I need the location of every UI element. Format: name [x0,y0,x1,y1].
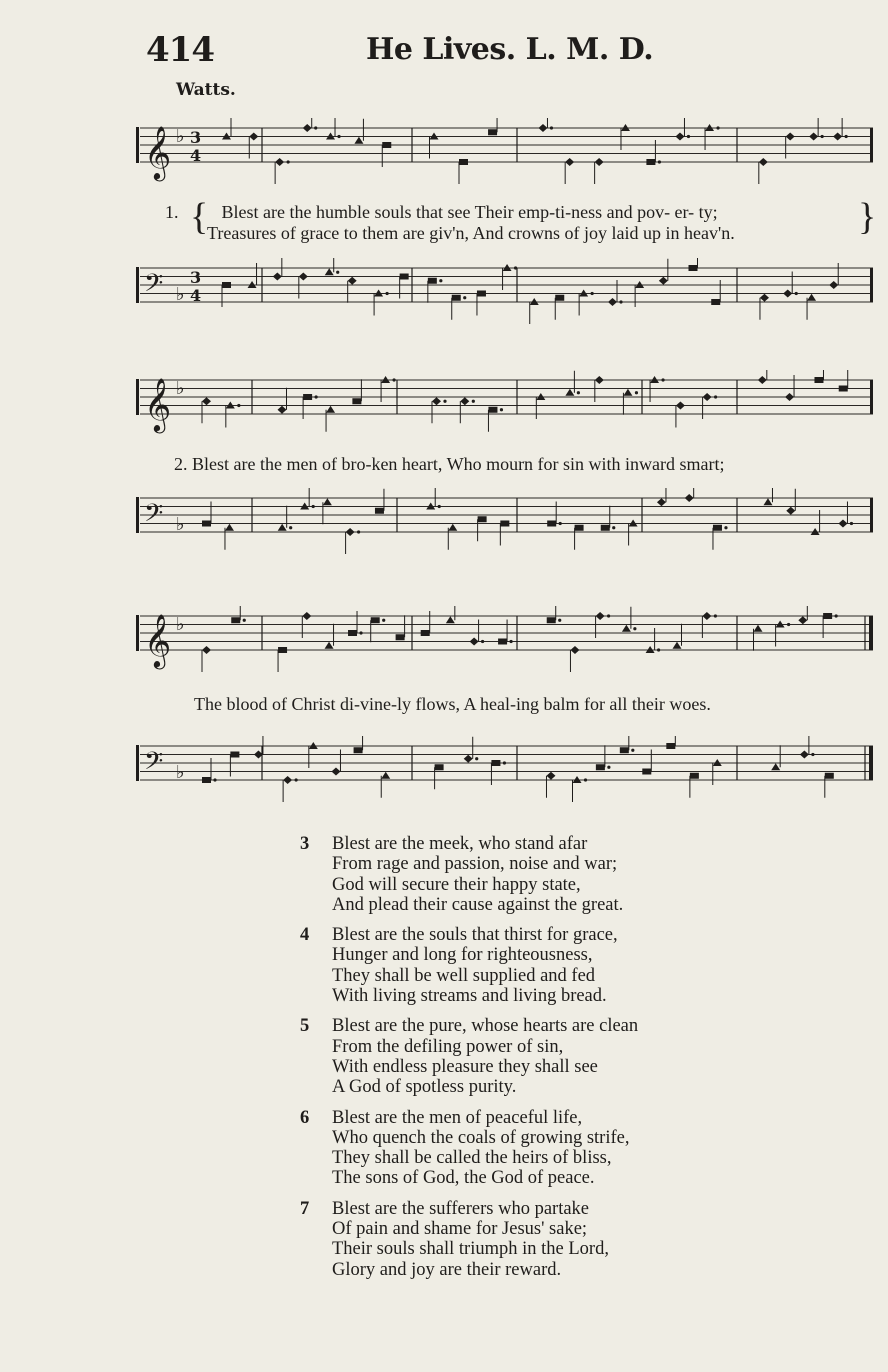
stanza-line: Blest are the meek, who stand afar [332,834,588,854]
flat-sign-icon: ♭ [176,284,185,305]
dot [687,135,690,138]
lyric-text: The blood of Christ di-vine-ly flows, A heal-ing balm for all their woes. [194,694,711,714]
music-system-3 [132,606,877,796]
lyric-line-verse-2b [194,694,711,715]
shape-note [400,274,409,280]
dot [443,400,446,403]
shape-note [622,625,631,632]
dot [714,395,717,398]
hymn-title: He Lives. L. M. D. [366,32,654,67]
shape-note [396,634,405,640]
stanza-line: They shall be called the heirs of bliss, [332,1148,612,1169]
dot [550,126,553,129]
shape-note [623,389,632,396]
shape-note [547,617,556,623]
shape-note [478,516,487,522]
shape-note [809,133,818,141]
shape-note [657,498,666,506]
stanza-number: 3 [300,834,310,854]
stanza-line: Of pain and shame for Jesus' sake; [332,1219,588,1240]
shape-note [833,133,842,141]
dot [635,391,638,394]
shape-note [800,751,809,759]
shape-note [829,281,838,289]
shape-note [278,524,287,531]
bass-clef-icon: 𝄢 [144,747,164,782]
shape-note [371,617,380,623]
shape-note [452,295,461,301]
shape-note [675,133,684,141]
shape-note [488,407,497,413]
stanza-line: And plead their cause against the great. [332,894,624,915]
verse-number: 2. [174,454,188,474]
flat-sign-icon: ♭ [176,126,185,147]
shape-note [283,776,292,784]
shape-note [275,158,284,166]
dot [213,778,216,781]
final-bar-thick [869,616,873,650]
dot [835,614,838,617]
shape-note [575,525,584,531]
shape-note [249,133,258,141]
flat-sign-icon: ♭ [176,762,185,783]
shape-note [352,398,361,404]
dot [661,378,664,381]
stanza-line: Hunger and long for righteousness, [332,945,593,966]
lyric-line-verse-2 [174,454,725,475]
shape-note [470,638,479,646]
dot [439,279,442,282]
shape-note [689,265,698,271]
shape-note [277,406,286,414]
shape-note [348,277,357,285]
shape-note [354,747,363,753]
shape-note [202,646,211,654]
shape-note [273,273,282,281]
shape-note [759,158,768,166]
dot [472,400,475,403]
shape-note [690,773,699,779]
shape-note [672,642,681,649]
bass-clef-icon: 𝄢 [144,499,164,534]
dot [287,160,290,163]
music-system-2 [132,370,877,550]
shape-note [491,760,500,766]
stanza-3 [300,834,740,915]
shape-note [595,376,604,384]
shape-note [570,646,579,654]
shape-note [565,158,574,166]
lyric-text: Blest are the men of bro-ken heart, Who mourn for sin with inward smart; [192,454,725,474]
shape-note [500,521,509,527]
dot [850,522,853,525]
shape-note [659,277,668,285]
shape-note [838,520,847,528]
verse-number: 1. [165,202,179,222]
dot [463,296,466,299]
stanza-number: 6 [300,1107,310,1128]
stanza-line: With living streams and living bread. [332,986,607,1007]
stanza-line: Their souls shall triumph in the Lord, [332,1239,609,1260]
shape-note [555,295,564,301]
treble-clef-icon: 𝄞 [144,125,172,179]
shape-note [326,406,335,413]
treble-staff-1 [132,118,877,188]
shape-note [460,397,469,405]
right-brace: } [858,196,877,238]
stanza-line: Glory and joy are their reward. [332,1259,562,1280]
shape-note [278,647,287,653]
shape-note [596,612,605,620]
shape-note [299,273,308,281]
shape-note [303,394,312,400]
dot [724,526,727,529]
dot [314,126,317,129]
shape-note [382,142,391,148]
shape-note [685,494,694,502]
shape-note [565,389,574,396]
stanza-number: 7 [300,1198,310,1219]
dot [577,391,580,394]
additional-stanzas [300,834,740,1290]
end-bar [870,380,873,414]
system-start-bar [136,745,139,781]
shape-note [763,498,772,505]
stanza-7 [300,1199,740,1280]
end-bar [870,128,873,162]
shape-note [325,642,334,649]
shape-note [666,743,675,749]
shape-note [231,617,240,623]
lyric-line-verse-1a [165,202,718,223]
dot [612,526,615,529]
flat-sign-icon: ♭ [176,614,185,635]
stanza-line: Who quench the coals of growing strife, [332,1127,630,1148]
shape-note [538,124,547,132]
dot [359,631,362,634]
dot [243,619,246,622]
dot [382,619,385,622]
stanza-line: Blest are the men of peaceful life, [332,1107,583,1128]
dot [237,404,240,407]
treble-staff-3 [132,606,877,676]
shape-note [642,769,651,775]
dot [295,778,298,781]
shape-note [323,498,332,505]
shape-note [421,630,430,636]
shape-note [477,291,486,297]
shape-note [202,777,211,783]
flat-sign-icon: ♭ [176,514,185,535]
end-bar [870,498,873,532]
stanza-line: From the defiling power of sin, [332,1036,564,1057]
stanza-5 [300,1016,740,1097]
shape-note [646,159,655,165]
time-signature-numerator: 3 [190,268,202,287]
treble-clef-icon: 𝄞 [144,377,172,431]
shape-note [601,525,610,531]
dot [845,135,848,138]
shape-note [202,521,211,527]
stanza-number: 5 [300,1016,310,1037]
shape-note [814,377,823,383]
shape-note [823,613,832,619]
stanza-line: Blest are the souls that thirst for grace, [332,925,618,946]
dot [795,292,798,295]
shape-note [488,129,497,135]
system-start-bar [136,615,139,651]
shape-note [446,616,455,623]
dot [392,378,395,381]
shape-note [225,524,234,531]
dot [658,160,661,163]
flat-sign-icon: ♭ [176,378,185,399]
left-brace: { [190,196,209,238]
lyric-text: Treasures of grace to them are giv'n, And crowns of joy laid up in heav'n. [207,223,735,243]
shape-note [771,763,780,770]
dot [289,526,292,529]
shape-note [222,282,231,288]
shape-note [825,773,834,779]
shape-note [546,772,555,780]
stanza-6 [300,1108,740,1189]
shape-note [331,768,340,776]
stanza-line: They shall be well supplied and fed [332,965,596,986]
bass-staff-3 [132,736,877,806]
dot [509,640,512,643]
dot [619,300,622,303]
shape-note [595,158,604,166]
shape-note [608,298,617,306]
dot [787,623,790,626]
shape-note [839,386,848,392]
shape-note [448,524,457,531]
dot [385,292,388,295]
dot [716,126,719,129]
shape-note [711,299,720,305]
system-start-bar [136,379,139,415]
shape-note [325,268,334,275]
dot [357,530,360,533]
bass-staff-2 [132,488,877,558]
shape-note [785,393,794,401]
shape-note [807,294,816,301]
shape-note [202,397,211,405]
shape-note [498,639,507,645]
shape-note [753,625,762,632]
dot [607,766,610,769]
dot [481,640,484,643]
dot [558,619,561,622]
lyric-line-verse-1b [207,223,735,244]
treble-clef-icon: 𝄞 [144,613,172,667]
shape-note [230,752,239,758]
time-signature-denominator: 4 [190,146,202,165]
system-start-bar [136,267,139,303]
shape-note [302,612,311,620]
dot [315,395,318,398]
shape-note [596,764,605,770]
system-start-bar [136,497,139,533]
dot [337,135,340,138]
dot [811,753,814,756]
dot [514,266,517,269]
time-signature-denominator: 4 [190,286,202,305]
stanza-line: With endless pleasure they shall see [332,1056,598,1077]
stanza-line: From rage and passion, noise and war; [332,854,618,875]
bass-clef-icon: 𝄢 [144,269,164,304]
dot [503,761,506,764]
dot [591,292,594,295]
dot [559,522,562,525]
shape-note [676,402,685,410]
shape-note [381,772,390,779]
dot [336,271,339,274]
shape-note [713,525,722,531]
end-bar [870,268,873,302]
shape-note [435,764,444,770]
shape-note [547,521,556,527]
shape-note [703,393,712,401]
dot [500,408,503,411]
shape-note [464,755,473,763]
final-bar-thick [869,746,873,780]
lyric-text: Blest are the humble souls that see Their emp-ti-ness and pov- er- ty; [221,202,718,222]
shape-note [786,507,795,515]
shape-note [798,616,807,624]
shape-note [348,630,357,636]
shape-note [375,508,384,514]
dot [312,505,315,508]
dot [633,627,636,630]
stanza-line: Blest are the sufferers who partake [332,1198,590,1219]
hymn-author: Watts. [176,80,236,100]
bass-staff-1 [132,258,877,328]
time-signature-numerator: 3 [190,128,202,147]
shape-note [760,294,769,302]
stanza-line: Blest are the pure, whose hearts are clean [332,1016,639,1037]
shape-note [432,397,441,405]
shape-note [346,528,355,536]
shape-note [354,137,363,144]
dot [631,749,634,752]
stanza-line: The sons of God, the God of peace. [332,1168,595,1189]
shape-note [783,290,792,298]
dot [607,614,610,617]
treble-staff-2 [132,370,877,440]
shape-note [303,124,312,132]
stanza-4 [300,925,740,1006]
shape-note [702,612,711,620]
shape-note [620,747,629,753]
dot [475,757,478,760]
shape-note [758,376,767,384]
dot [657,648,660,651]
stanza-number: 4 [300,925,310,946]
shape-note [786,133,795,141]
stanza-line: A God of spotless purity. [332,1077,517,1098]
shape-note [428,278,437,284]
dot [438,505,441,508]
dot [584,778,587,781]
music-system-1 [132,118,877,328]
dot [821,135,824,138]
hymn-number: 414 [146,30,214,70]
dot [714,614,717,617]
shape-note [459,159,468,165]
stanza-line: God will secure their happy state, [332,874,581,895]
system-start-bar [136,127,139,163]
